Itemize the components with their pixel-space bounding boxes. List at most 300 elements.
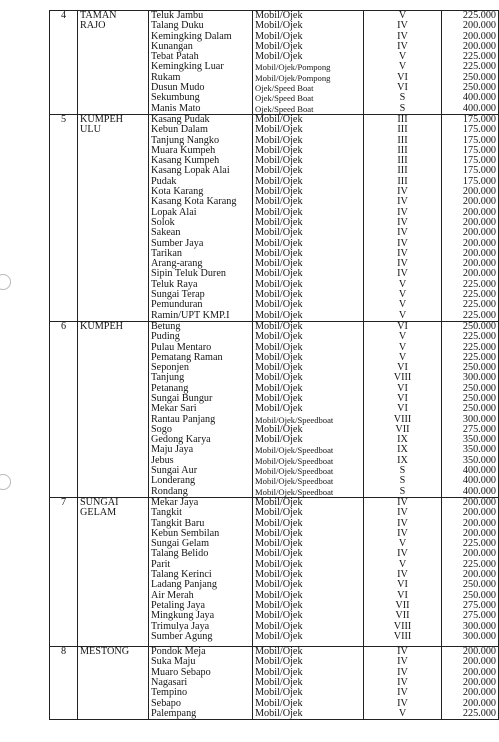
rate-amount: 275.000 <box>462 423 496 435</box>
transport-mode: Mobil/Ojek/Pompong <box>255 72 331 83</box>
transport-mode: Mobil/Ojek <box>255 247 303 259</box>
rate-amount: 200.000 <box>462 507 496 519</box>
village-name: Sumber Agung <box>151 630 213 642</box>
binder-hole-bottom <box>0 474 11 490</box>
rate-amount: 225.000 <box>462 299 496 311</box>
rate-amount: 200.000 <box>462 548 496 560</box>
rate-amount: 200.000 <box>462 656 496 668</box>
rate-class: VI <box>397 321 408 332</box>
transport-mode: Mobil/Ojek <box>255 258 303 270</box>
rate-class: IV <box>397 527 408 539</box>
village-name-cell <box>149 114 253 321</box>
transport-mode: Mobil/Ojek <box>255 40 303 52</box>
rate-amount: 200.000 <box>462 258 496 270</box>
rate-class: V <box>398 707 407 719</box>
rate-class: IV <box>397 258 408 270</box>
table-row <box>50 11 499 115</box>
rate-class: IV <box>397 666 408 678</box>
rate-amount: 400.000 <box>462 102 496 114</box>
rate-amount-cell <box>442 497 499 646</box>
kecamatan-name-line: ULU <box>80 124 101 136</box>
village-name: Petanang <box>151 382 189 394</box>
village-name: Nagasari <box>151 677 188 688</box>
rate-class: IV <box>397 237 408 249</box>
table-body <box>50 11 499 720</box>
transport-mode: Mobil/Ojek <box>255 206 303 218</box>
transport-mode: Mobil/Ojek <box>255 362 303 374</box>
rate-class: VIII <box>393 630 412 642</box>
rate-class: IV <box>397 656 408 668</box>
rate-amount: 225.000 <box>462 309 496 321</box>
rate-class: IV <box>397 196 408 208</box>
transport-rate-table <box>49 10 499 720</box>
transport-mode-cell <box>253 11 364 115</box>
transport-mode: Mobil/Ojek <box>255 610 303 622</box>
transport-mode: Mobil/Ojek/Speedboat <box>255 414 334 425</box>
village-name: Puding <box>151 331 180 343</box>
village-name: Kota Karang <box>151 186 204 198</box>
rate-class: VI <box>397 362 408 374</box>
rate-amount: 225.000 <box>462 707 496 719</box>
transport-mode: Mobil/Ojek <box>255 403 303 415</box>
rate-class: IV <box>397 569 408 581</box>
rate-amount: 275.000 <box>462 610 496 622</box>
transport-mode: Mobil/Ojek/Speedboat <box>255 486 334 497</box>
transport-mode: Mobil/Ojek <box>255 321 303 332</box>
rate-amount: 225.000 <box>462 278 496 290</box>
rate-amount: 250.000 <box>462 362 496 374</box>
rate-class: IV <box>397 186 408 198</box>
spacer <box>255 642 361 646</box>
rate-amount: 175.000 <box>462 175 496 187</box>
village-name: Kasang Kumpeh <box>151 155 220 167</box>
rate-class: IV <box>397 677 408 688</box>
rate-class: V <box>398 61 407 73</box>
rate-amount: 200.000 <box>462 20 496 32</box>
village-name: Betung <box>151 321 181 332</box>
rate-amount-cell <box>442 321 499 497</box>
rate-class: IV <box>397 507 408 519</box>
transport-mode: Mobil/Ojek <box>255 341 303 353</box>
rate-class: III <box>397 165 408 177</box>
rate-amount: 200.000 <box>462 196 496 208</box>
rate-class: V <box>398 278 407 290</box>
rate-amount-cell <box>442 11 499 115</box>
rate-amount: 200.000 <box>462 30 496 42</box>
village-name: Palempang <box>151 707 197 719</box>
transport-mode: Mobil/Ojek <box>255 114 303 125</box>
rate-class: IV <box>397 548 408 560</box>
kecamatan-cell <box>78 11 149 115</box>
transport-mode: Mobil/Ojek <box>255 687 303 699</box>
village-name: Solok <box>151 216 175 228</box>
rate-class: III <box>397 134 408 146</box>
rate-amount: 200.000 <box>462 677 496 688</box>
village-name-cell <box>149 11 253 115</box>
rate-amount: 200.000 <box>462 666 496 678</box>
rate-class: V <box>398 51 407 63</box>
transport-mode: Mobil/Ojek <box>255 382 303 394</box>
rate-amount: 175.000 <box>462 155 496 167</box>
transport-mode: Mobil/Ojek <box>255 20 303 32</box>
village-name: Rantau Panjang <box>151 413 216 425</box>
rate-class: III <box>397 155 408 167</box>
village-name: Sipin Teluk Duren <box>151 268 226 280</box>
village-name: Sebapo <box>151 697 181 709</box>
transport-mode: Ojek/Speed Boat <box>255 83 314 94</box>
village-name: Kemingking Dalam <box>151 30 232 42</box>
rate-class: IV <box>397 517 408 529</box>
rate-class: V <box>398 10 407 21</box>
transport-mode: Mobil/Ojek/Speedboat <box>255 455 334 466</box>
rate-amount: 175.000 <box>462 134 496 146</box>
rate-class: IV <box>397 268 408 280</box>
kecamatan-cell <box>78 497 149 646</box>
rate-amount: 200.000 <box>462 216 496 228</box>
village-name-cell <box>149 497 253 646</box>
village-name: Sumber Jaya <box>151 237 204 249</box>
village-name: Sungai Bungur <box>151 392 213 404</box>
rate-class: VI <box>397 579 408 591</box>
rate-amount: 200.000 <box>462 40 496 52</box>
rate-class: VIII <box>393 413 412 425</box>
rate-amount: 200.000 <box>462 247 496 259</box>
rate-amount: 300.000 <box>462 372 496 384</box>
rate-class: IV <box>397 687 408 699</box>
rate-amount: 250.000 <box>462 579 496 591</box>
village-name: Talang Belido <box>151 548 209 560</box>
rate-class: V <box>398 331 407 343</box>
rate-class: VI <box>397 82 408 94</box>
village-name: Muaro Sebapo <box>151 666 211 678</box>
row-number: 5 <box>50 114 78 321</box>
rate-amount: 200.000 <box>462 237 496 249</box>
rate-amount: 350.000 <box>462 434 496 446</box>
village-name: Kunangan <box>151 40 193 52</box>
rate-class: IV <box>397 497 408 508</box>
transport-mode: Mobil/Ojek <box>255 278 303 290</box>
village-name: Rondang <box>151 485 188 497</box>
transport-mode: Mobil/Ojek <box>255 434 303 446</box>
rate-amount: 200.000 <box>462 186 496 198</box>
rate-amount: 225.000 <box>462 10 496 21</box>
village-name: Air Merah <box>151 589 194 601</box>
rate-class: IV <box>397 206 408 218</box>
rate-amount: 175.000 <box>462 124 496 136</box>
village-name: Talang Duku <box>151 20 204 32</box>
rate-amount: 300.000 <box>462 630 496 642</box>
kecamatan-cell <box>78 114 149 321</box>
transport-mode: Mobil/Ojek <box>255 216 303 228</box>
rate-class-cell <box>364 321 442 497</box>
transport-mode: Mobil/Ojek <box>255 538 303 550</box>
kecamatan-name-line: SUNGAI <box>80 497 119 508</box>
village-name: Lopak Alai <box>151 206 197 218</box>
rate-amount: 200.000 <box>462 497 496 508</box>
transport-mode: Mobil/Ojek <box>255 666 303 678</box>
village-name: Pondok Meja <box>151 646 206 658</box>
transport-mode: Mobil/Ojek <box>255 497 303 508</box>
transport-mode: Mobil/Ojek <box>255 548 303 560</box>
rate-amount: 200.000 <box>462 646 496 658</box>
transport-mode: Mobil/Ojek <box>255 372 303 384</box>
village-name: Sekumbung <box>151 92 200 104</box>
village-name: Teluk Raya <box>151 278 198 290</box>
rate-amount: 225.000 <box>462 51 496 63</box>
rate-amount: 400.000 <box>462 485 496 497</box>
rate-amount: 225.000 <box>462 61 496 73</box>
transport-mode: Mobil/Ojek <box>255 227 303 239</box>
village-name: Talang Kerinci <box>151 569 212 581</box>
rate-class: V <box>398 299 407 311</box>
rate-amount: 175.000 <box>462 165 496 177</box>
rate-class: IV <box>397 247 408 259</box>
kecamatan-name-line: KUMPEH <box>80 114 124 125</box>
transport-mode: Mobil/Ojek <box>255 507 303 519</box>
table-row <box>50 321 499 497</box>
rate-class: IV <box>397 20 408 32</box>
rate-amount: 200.000 <box>462 517 496 529</box>
transport-mode: Mobil/Ojek <box>255 155 303 167</box>
village-name: Gedong Karya <box>151 434 211 446</box>
transport-mode: Mobil/Ojek/Pompong <box>255 62 331 73</box>
rate-amount: 200.000 <box>462 227 496 239</box>
rate-class: IV <box>397 646 408 658</box>
village-name: Petaling Jaya <box>151 599 206 611</box>
transport-mode: Ojek/Speed Boat <box>255 103 314 114</box>
transport-mode-cell <box>253 114 364 321</box>
rate-amount: 200.000 <box>462 268 496 280</box>
transport-mode: Mobil/Ojek <box>255 331 303 343</box>
village-name: Mekar Sari <box>151 403 197 415</box>
kecamatan-name-line: GELAM <box>80 507 117 519</box>
rate-class: III <box>397 144 408 156</box>
kecamatan-cell <box>78 647 149 720</box>
rate-class: IX <box>397 444 408 456</box>
rate-class: V <box>398 538 407 550</box>
rate-amount: 225.000 <box>462 289 496 301</box>
village-name: Parit <box>151 558 171 570</box>
rate-class: V <box>398 289 407 301</box>
transport-mode: Mobil/Ojek <box>255 630 303 642</box>
rate-amount: 350.000 <box>462 454 496 466</box>
rate-class-cell <box>364 114 442 321</box>
rate-class: S <box>399 92 406 104</box>
table-row <box>50 497 499 646</box>
transport-mode: Mobil/Ojek <box>255 134 303 146</box>
transport-mode-cell <box>253 647 364 720</box>
rate-amount: 400.000 <box>462 92 496 104</box>
village-name: Pemunduran <box>151 299 203 311</box>
village-name: Arang-arang <box>151 258 203 270</box>
village-name-cell <box>149 647 253 720</box>
transport-mode: Mobil/Ojek <box>255 620 303 632</box>
transport-mode: Mobil/Ojek <box>255 268 303 280</box>
rate-class: VIII <box>393 620 412 632</box>
transport-mode: Mobil/Ojek <box>255 579 303 591</box>
row-number: 6 <box>50 321 78 497</box>
transport-mode: Mobil/Ojek <box>255 165 303 177</box>
village-name: Kebun Sembilan <box>151 527 220 539</box>
transport-mode: Mobil/Ojek <box>255 237 303 249</box>
transport-mode: Mobil/Ojek <box>255 558 303 570</box>
transport-mode: Mobil/Ojek <box>255 175 303 187</box>
village-name: Tangkit <box>151 507 182 519</box>
rate-class: VI <box>397 589 408 601</box>
village-name: Kasang Pudak <box>151 114 210 125</box>
rate-class: S <box>399 102 406 114</box>
transport-mode: Mobil/Ojek <box>255 186 303 198</box>
village-name: Tarikan <box>151 247 182 259</box>
rate-class: VII <box>395 610 410 622</box>
transport-mode: Ojek/Speed Boat <box>255 93 314 104</box>
rate-class: V <box>398 309 407 321</box>
transport-mode-cell <box>253 321 364 497</box>
village-name: Sakean <box>151 227 181 239</box>
rate-amount: 275.000 <box>462 599 496 611</box>
village-name: Tanjung <box>151 372 185 384</box>
rate-class: III <box>397 175 408 187</box>
village-name: Tebat Patah <box>151 51 199 63</box>
rate-amount: 350.000 <box>462 444 496 456</box>
rate-amount: 400.000 <box>462 475 496 487</box>
transport-mode: Mobil/Ojek <box>255 124 303 136</box>
transport-mode: Mobil/Ojek <box>255 289 303 301</box>
transport-mode-cell <box>253 497 364 646</box>
rate-class: IX <box>397 434 408 446</box>
rate-class: VI <box>397 403 408 415</box>
village-name: Mingkung Jaya <box>151 610 215 622</box>
village-name: Londerang <box>151 475 196 487</box>
rate-class: IV <box>397 40 408 52</box>
rate-class: IV <box>397 227 408 239</box>
transport-mode: Mobil/Ojek <box>255 196 303 208</box>
rate-class: III <box>397 124 408 136</box>
village-name: Kebun Dalam <box>151 124 208 136</box>
rate-amount-cell <box>442 114 499 321</box>
rate-amount: 250.000 <box>462 321 496 332</box>
transport-mode: Mobil/Ojek <box>255 656 303 668</box>
rate-class: V <box>398 558 407 570</box>
rate-class: S <box>399 485 406 497</box>
rate-amount: 225.000 <box>462 558 496 570</box>
rate-class: S <box>399 465 406 477</box>
transport-mode: Mobil/Ojek <box>255 309 303 321</box>
rate-amount: 200.000 <box>462 569 496 581</box>
rate-class: VII <box>395 599 410 611</box>
rate-class: VI <box>397 392 408 404</box>
rate-amount: 250.000 <box>462 392 496 404</box>
rate-amount: 225.000 <box>462 351 496 363</box>
village-name: Ramin/UPT KMP.I <box>151 309 230 321</box>
village-name: Seponjen <box>151 362 189 374</box>
village-name: Kasang Kota Karang <box>151 196 237 208</box>
rate-class: IV <box>397 216 408 228</box>
rate-amount: 250.000 <box>462 71 496 83</box>
rate-amount: 300.000 <box>462 413 496 425</box>
rate-class-cell <box>364 497 442 646</box>
transport-mode: Mobil/Ojek <box>255 299 303 311</box>
village-name: Pudak <box>151 175 177 187</box>
village-name: Kemingking Luar <box>151 61 224 73</box>
rate-amount: 250.000 <box>462 82 496 94</box>
transport-mode: Mobil/Ojek <box>255 527 303 539</box>
rate-amount: 200.000 <box>462 527 496 539</box>
transport-mode: Mobil/Ojek <box>255 144 303 156</box>
transport-mode: Mobil/Ojek <box>255 707 303 719</box>
rate-amount: 225.000 <box>462 331 496 343</box>
village-name: Ladang Panjang <box>151 579 217 591</box>
rate-amount-cell <box>442 647 499 720</box>
transport-mode: Mobil/Ojek <box>255 51 303 63</box>
village-name: Kasang Lopak Alai <box>151 165 230 177</box>
rate-class-cell <box>364 647 442 720</box>
transport-mode: Mobil/Ojek/Speedboat <box>255 445 334 456</box>
rate-class: VI <box>397 71 408 83</box>
rate-class: S <box>399 475 406 487</box>
village-name: Sogo <box>151 423 172 435</box>
spacer <box>444 642 496 646</box>
spacer <box>151 642 250 646</box>
transport-mode: Mobil/Ojek <box>255 517 303 529</box>
binder-hole-top <box>0 274 11 290</box>
village-name-cell <box>149 321 253 497</box>
rate-amount: 175.000 <box>462 144 496 156</box>
transport-mode: Mobil/Ojek/Speedboat <box>255 476 334 487</box>
village-name: Manis Mato <box>151 102 201 114</box>
village-name: Pulau Mentaro <box>151 341 212 353</box>
village-name: Tempino <box>151 687 188 699</box>
kecamatan-name-line: RAJO <box>80 20 106 32</box>
rate-class: V <box>398 351 407 363</box>
rate-class: IX <box>397 454 408 466</box>
transport-mode: Mobil/Ojek <box>255 569 303 581</box>
village-name: Mekar Jaya <box>151 497 199 508</box>
kecamatan-cell <box>78 321 149 497</box>
kecamatan-name-line: KUMPEH <box>80 321 124 332</box>
table-row <box>50 114 499 321</box>
rate-amount: 175.000 <box>462 114 496 125</box>
transport-mode: Mobil/Ojek <box>255 351 303 363</box>
transport-mode: Mobil/Ojek <box>255 30 303 42</box>
rate-amount: 225.000 <box>462 341 496 353</box>
rate-class: VII <box>395 423 410 435</box>
rate-amount: 200.000 <box>462 697 496 709</box>
transport-mode: Mobil/Ojek <box>255 599 303 611</box>
row-number: 4 <box>50 11 78 115</box>
transport-mode: Mobil/Ojek <box>255 392 303 404</box>
rate-class: III <box>397 114 408 125</box>
transport-mode: Mobil/Ojek <box>255 677 303 688</box>
row-number: 7 <box>50 497 78 646</box>
village-name: Sungai Terap <box>151 289 205 301</box>
rate-class: VI <box>397 382 408 394</box>
village-name: Rukam <box>151 71 181 83</box>
spacer <box>366 642 439 646</box>
village-name: Trimulya Jaya <box>151 620 210 632</box>
rate-amount: 400.000 <box>462 465 496 477</box>
rate-amount: 300.000 <box>462 620 496 632</box>
village-name: Pematang Raman <box>151 351 223 363</box>
village-name: Maju Jaya <box>151 444 194 456</box>
kecamatan-name-line: MESTONG <box>80 646 130 658</box>
rate-class-cell <box>364 11 442 115</box>
table-row <box>50 647 499 720</box>
kecamatan-name-line: TAMAN <box>80 10 117 21</box>
transport-mode: Mobil/Ojek <box>255 646 303 658</box>
transport-mode: Mobil/Ojek/Speedboat <box>255 466 334 477</box>
rate-class: V <box>398 341 407 353</box>
